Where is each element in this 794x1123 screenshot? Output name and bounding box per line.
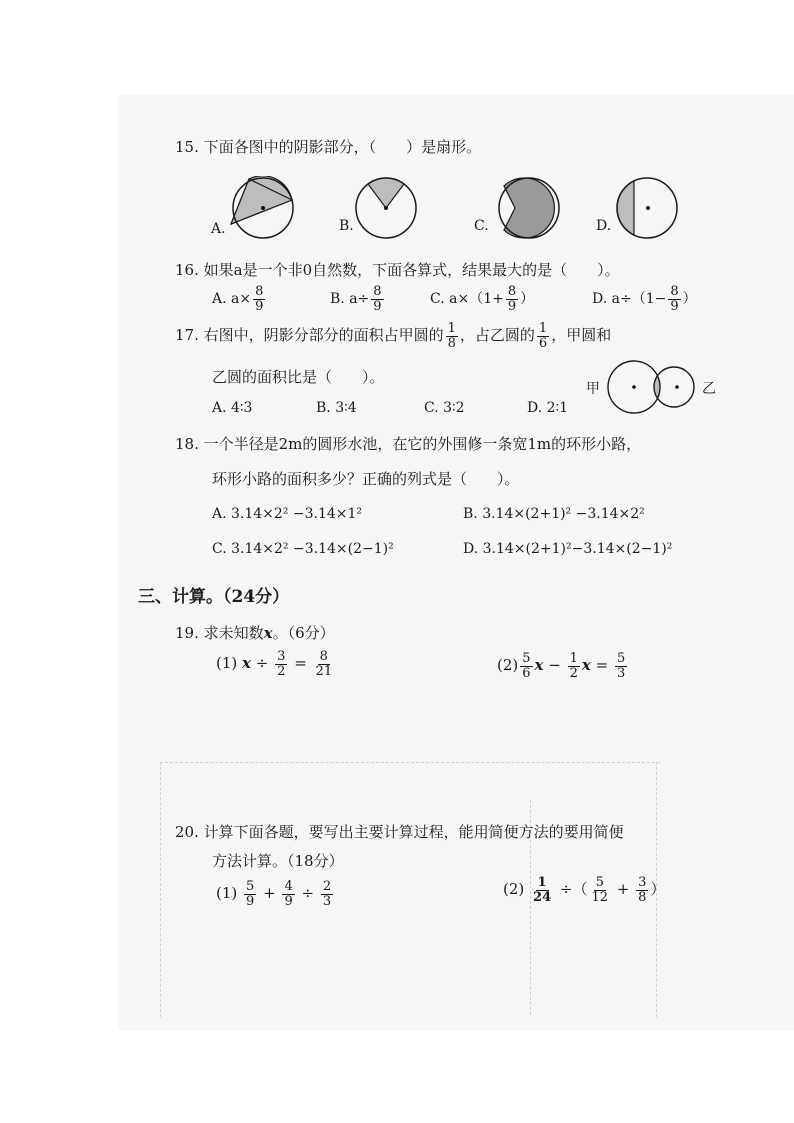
- section-3-title: 三、计算。（24分）: [138, 587, 290, 607]
- q15-label-b: B.: [339, 218, 354, 234]
- q17-label-yi: 乙: [702, 381, 716, 397]
- q15-label-c: C.: [474, 218, 489, 234]
- q16-c-frac: $\frac{8}{9}$: [507, 284, 517, 314]
- q20-part-1: (1) $\frac{5}{9}$ + $\frac{4}{9}$ ÷ $\frac{2}{3}$: [216, 879, 332, 909]
- q17-stem: 17. 右图中，阴影分部分的面积占甲圆的 $\frac{1}{8}$ ，占乙圆的 $\frac{1}{6}$ ，甲圆和: [175, 321, 612, 351]
- q16-option-a: A. a× $\frac{8}{9}$: [212, 284, 264, 314]
- q18-stem-line1: 18. 一个半径是2m的圆形水池，在它的外围修一条宽1m的环形小路，: [175, 435, 642, 453]
- answer-box-top: [160, 762, 660, 763]
- q20-part-2: (2) $\frac{1}{24}$ ÷（ $\frac{5}{12}$ + $\frac{3}{8}$ ）: [503, 875, 666, 905]
- q20-p2-frac3: $\frac{3}{8}$: [638, 875, 647, 905]
- q17-label-jia: 甲: [586, 381, 600, 397]
- q19-stem: 19. 求未知数x。（6分）: [175, 624, 335, 642]
- q20-stem-line1: 20. 计算下面各题，要写出主要计算过程，能用简便方法的要用简便: [175, 823, 624, 841]
- q19-part-2: (2) $\frac{5}{6}$ x − $\frac{1}{2}$ x = $\frac{5}{3}$: [497, 651, 626, 681]
- q20-p2-frac1: $\frac{1}{24}$: [533, 875, 552, 905]
- q16-d-frac: $\frac{8}{9}$: [670, 284, 679, 314]
- q15-label-d: D.: [596, 218, 612, 234]
- q18-option-c: C. 3.14×2² −3.14×(2−1)²: [212, 541, 394, 557]
- q19-p2-frac1: $\frac{5}{6}$: [522, 651, 531, 681]
- q16-stem: 16. 如果a是一个非0自然数，下面各算式，结果最大的是（ ）。: [175, 261, 620, 279]
- q18-option-d: D. 3.14×(2+1)²−3.14×(2−1)²: [463, 541, 673, 557]
- q18-option-a: A. 3.14×2² −3.14×1²: [212, 506, 363, 522]
- q16-b-frac: $\frac{8}{9}$: [373, 284, 382, 314]
- q19-p1-frac2: $\frac{8}{21}$: [315, 649, 333, 679]
- q16-option-b: B. a÷ $\frac{8}{9}$: [330, 284, 382, 314]
- q15-stem: 15. 下面各图中的阴影部分，（ ）是扇形。: [175, 138, 482, 156]
- q20-p1-frac2: $\frac{4}{9}$: [284, 879, 293, 909]
- q17-frac-yi: $\frac{1}{6}$: [538, 321, 548, 351]
- q20-p1-frac3: $\frac{2}{3}$: [322, 879, 332, 909]
- q16-option-d: D. a÷（1− $\frac{8}{9}$ ）: [592, 284, 697, 314]
- q16-option-c: C. a×（1+ $\frac{8}{9}$ ）: [430, 284, 535, 314]
- q17-option-c: C. 3∶2: [424, 400, 465, 416]
- q20-p1-frac1: $\frac{5}{9}$: [246, 879, 255, 909]
- q20-stem-line2: 方法计算。（18分）: [212, 852, 344, 870]
- q15-figure-a: [228, 176, 298, 240]
- q20-p2-frac2: $\frac{5}{12}$: [591, 875, 609, 905]
- answer-box-left: [160, 762, 161, 1017]
- q17-option-a: A. 4∶3: [212, 400, 253, 416]
- q19-p2-frac3: $\frac{5}{3}$: [617, 651, 626, 681]
- q17-two-circles-figure: [602, 360, 698, 416]
- q15-label-a: A.: [211, 221, 226, 237]
- q19-p2-frac2: $\frac{1}{2}$: [569, 651, 578, 681]
- q17-frac-jia: $\frac{1}{8}$: [447, 321, 456, 351]
- q15-figure-c: [496, 176, 562, 240]
- q18-option-b: B. 3.14×(2+1)² −3.14×2²: [463, 506, 645, 522]
- q19-p1-frac1: $\frac{3}{2}$: [277, 649, 286, 679]
- q19-part-1: (1) x ÷ $\frac{3}{2}$ = $\frac{8}{21}$: [216, 649, 333, 679]
- q15-figure-b: [353, 176, 419, 240]
- q16-a-frac: $\frac{8}{9}$: [255, 284, 264, 314]
- q17-option-d: D. 2∶1: [527, 400, 569, 416]
- q15-figure-d: [614, 176, 680, 240]
- q17-stem-line2: 乙圆的面积比是（ ）。: [212, 368, 385, 386]
- q18-stem-line2: 环形小路的面积多少？正确的列式是（ ）。: [212, 470, 520, 488]
- q17-option-b: B. 3∶4: [316, 400, 357, 416]
